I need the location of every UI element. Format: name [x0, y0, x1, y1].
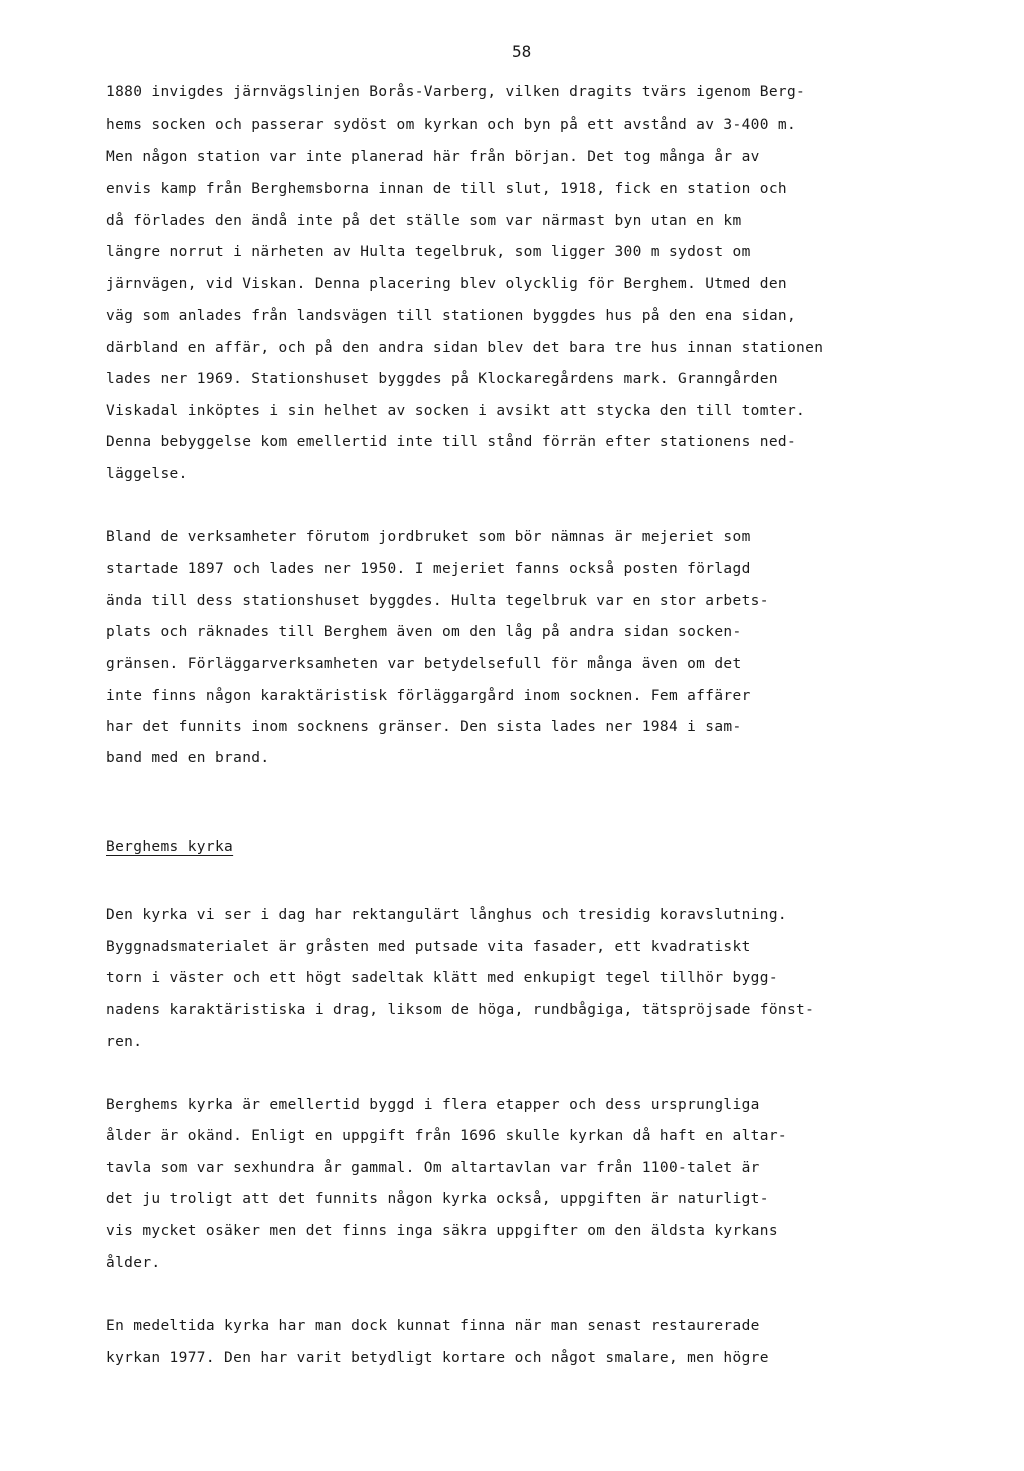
- text-line: gränsen. Förläggarverksamheten var betydelsefull för många även om det: [106, 656, 742, 672]
- text-line: inte finns någon karaktäristisk förläggargård inom socknen. Fem affärer: [106, 688, 751, 704]
- text-line: läggelse.: [106, 466, 188, 482]
- text-line: har det funnits inom socknens gränser. Den sista lades ner 1984 i sam-: [106, 719, 742, 735]
- text-line: envis kamp från Berghemsborna innan de till slut, 1918, fick en station och: [106, 181, 787, 197]
- text-line: Den kyrka vi ser i dag har rektangulärt långhus och tresidig koravslutning.: [106, 907, 787, 923]
- text-line: Berghems kyrka är emellertid byggd i flera etapper och dess ursprungliga: [106, 1097, 760, 1113]
- text-line: vis mycket osäker men det finns inga säkra uppgifter om den äldsta kyrkans: [106, 1223, 778, 1239]
- text-line: ren.: [106, 1034, 143, 1050]
- text-line: band med en brand.: [106, 750, 270, 766]
- text-line: hems socken och passerar sydöst om kyrkan och byn på ett avstånd av 3-400 m.: [106, 117, 797, 133]
- page-number: 58: [512, 42, 532, 61]
- text-line: 1880 invigdes järnvägslinjen Borås-Varberg, vilken dragits tvärs igenom Berg-: [106, 84, 806, 100]
- text-line: ålder är okänd. Enligt en uppgift från 1696 skulle kyrkan då haft en altar-: [106, 1128, 787, 1144]
- text-line: ända till dess stationshuset byggdes. Hulta tegelbruk var en stor arbets-: [106, 593, 769, 609]
- text-line: kyrkan 1977. Den har varit betydligt kortare och något smalare, men högre: [106, 1350, 769, 1366]
- text-line: plats och räknades till Berghem även om den låg på andra sidan socken-: [106, 624, 742, 640]
- text-line: lades ner 1969. Stationshuset byggdes på Klockaregårdens mark. Granngården: [106, 371, 778, 387]
- text-line: väg som anlades från landsvägen till stationen byggdes hus på den ena sidan,: [106, 308, 797, 324]
- text-line: ålder.: [106, 1255, 161, 1271]
- text-line: därbland en affär, och på den andra sidan blev det bara tre hus innan stationen: [106, 340, 824, 356]
- text-line: Viskadal inköptes i sin helhet av socken i avsikt att stycka den till tomter.: [106, 403, 806, 419]
- text-line: Men någon station var inte planerad här från början. Det tog många år av: [106, 149, 760, 165]
- text-line: längre norrut i närheten av Hulta tegelbruk, som ligger 300 m sydost om: [106, 244, 751, 260]
- section-heading: Berghems kyrka: [106, 839, 234, 855]
- text-line: En medeltida kyrka har man dock kunnat finna när man senast restaurerade: [106, 1318, 760, 1334]
- text-line: Byggnadsmaterialet är gråsten med putsade vita fasader, ett kvadratiskt: [106, 939, 751, 955]
- text-line: då förlades den ändå inte på det ställe som var närmast byn utan en km: [106, 213, 742, 229]
- text-line: Denna bebyggelse kom emellertid inte till stånd förrän efter stationens ned-: [106, 434, 797, 450]
- text-line: järnvägen, vid Viskan. Denna placering blev olycklig för Berghem. Utmed den: [106, 276, 787, 292]
- text-line: startade 1897 och lades ner 1950. I mejeriet fanns också posten förlagd: [106, 561, 751, 577]
- text-line: torn i väster och ett högt sadeltak klätt med enkupigt tegel tillhör bygg-: [106, 970, 778, 986]
- text-line: Bland de verksamheter förutom jordbruket som bör nämnas är mejeriet som: [106, 529, 751, 545]
- text-line: det ju troligt att det funnits någon kyrka också, uppgiften är naturligt-: [106, 1191, 769, 1207]
- text-line: nadens karaktäristiska i drag, liksom de höga, rundbågiga, tätspröjsade fönst-: [106, 1002, 815, 1018]
- text-line: tavla som var sexhundra år gammal. Om altartavlan var från 1100-talet är: [106, 1160, 760, 1176]
